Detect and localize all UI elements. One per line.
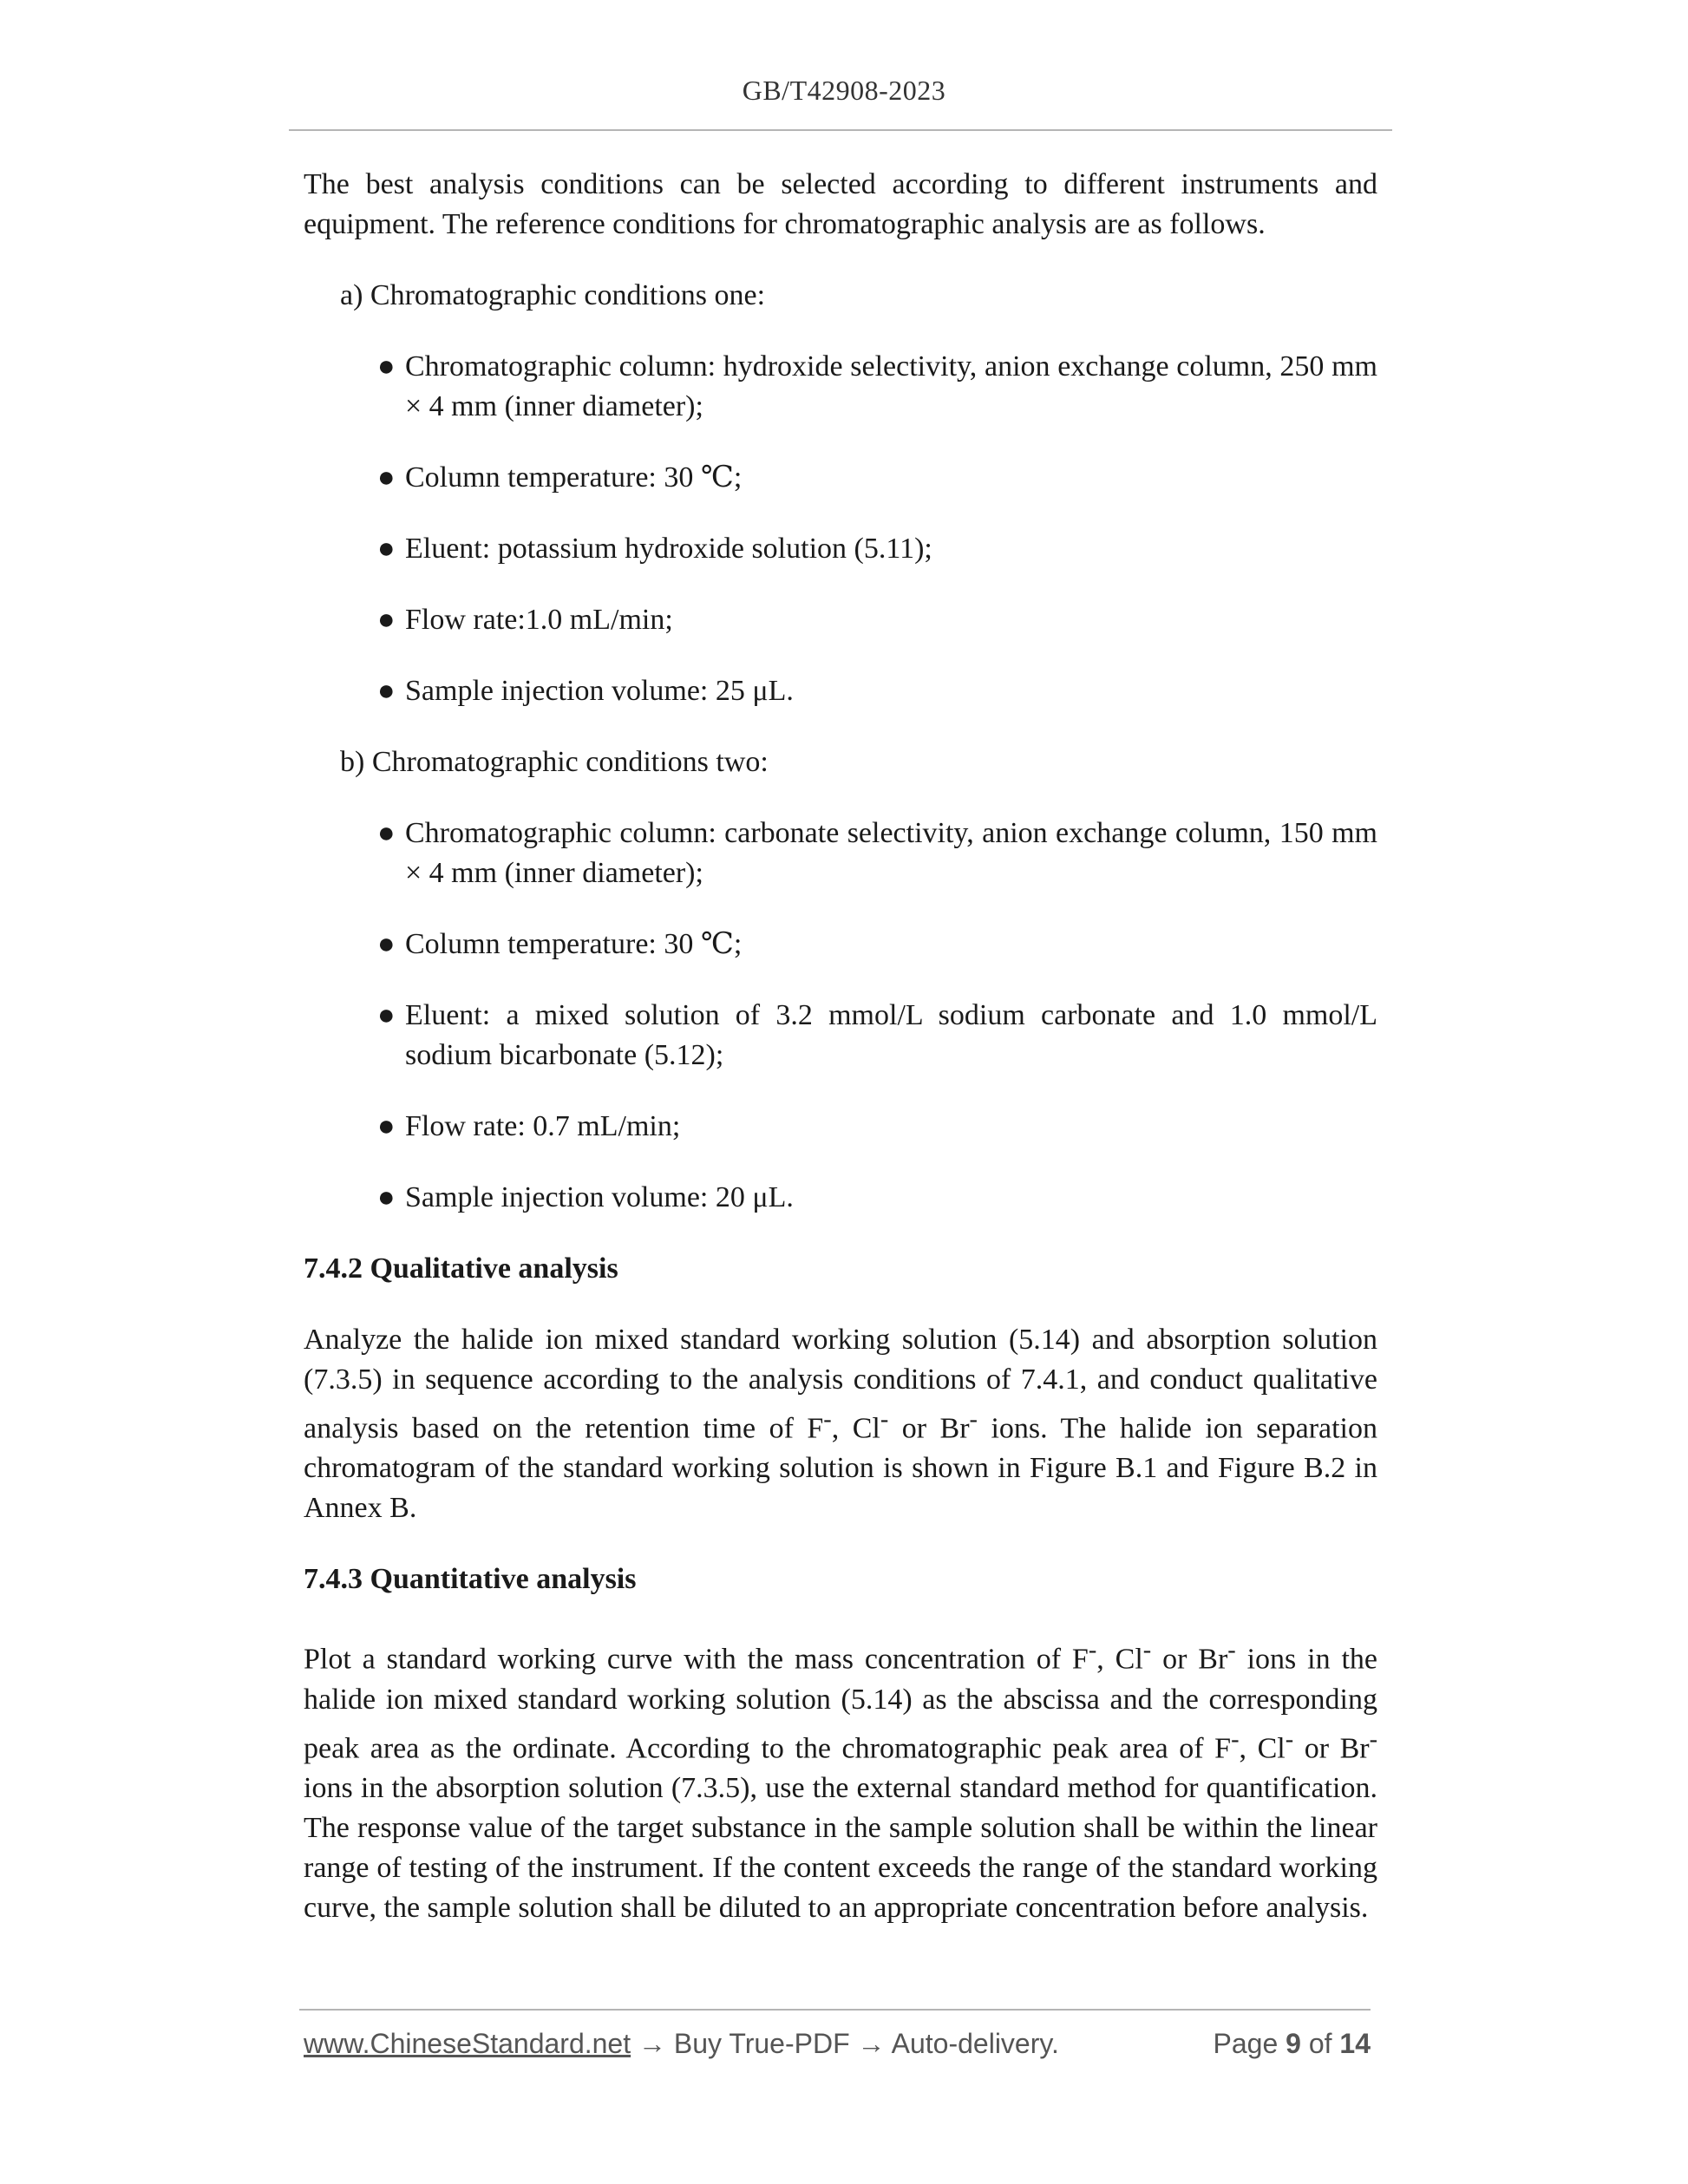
conditions-two-title: b) Chromatographic conditions two:	[340, 746, 769, 778]
list-item-text: Eluent: potassium hydroxide solution (5.11);	[405, 533, 932, 565]
bullet-icon: ●	[377, 461, 396, 494]
footer-promo-text: → Buy True-PDF → Auto-delivery.	[631, 2028, 1059, 2059]
list-item-text: Sample injection volume: 25 μL.	[405, 675, 794, 707]
bullet-icon: ●	[377, 1110, 396, 1142]
current-page-number: 9	[1286, 2028, 1301, 2059]
page-indicator: Page 9 of 14	[1213, 2028, 1371, 2059]
page-body	[304, 165, 1377, 1959]
list-item	[377, 996, 1377, 1076]
quantitative-paragraph: Plot a standard working curve with the mass concentration of F-, Cl- or Br- ions in the halide ion mixed standard working solution (5.14) as the abscissa and the corresponding peak area as the ordinate. According to the chromatographic peak area of F-, Cl- or Br- ions in the absorption solution (7.3.5), use the external standard method for quantification. The response value of the target substance in the sample solution shall be within the linear range of testing of the instrument. If the content exceeds the range of the standard working curve, the sample solution shall be diluted to an appropriate concentration before analysis.	[304, 1637, 1378, 1924]
list-item	[377, 458, 1377, 498]
footer-divider	[299, 2009, 1371, 2011]
list-item-text: Flow rate:1.0 mL/min;	[405, 604, 673, 636]
qualitative-paragraph: Analyze the halide ion mixed standard working solution (5.14) and absorption solution (7.3.5) in sequence according to the analysis conditions of 7.4.1, and conduct qualitative analysis based on the retention time of F-, Cl- or Br- ions. The halide ion separation chromatogram of the standard working solution is shown in Figure B.1 and Figure B.2 in Annex B.	[304, 1324, 1378, 1525]
bullet-icon: ●	[377, 675, 396, 707]
list-item	[377, 347, 1377, 427]
list-item	[377, 671, 1377, 711]
bullet-icon: ●	[377, 604, 396, 636]
list-item	[377, 925, 1377, 964]
bullet-icon: ●	[377, 817, 396, 849]
bullet-icon: ●	[377, 999, 396, 1031]
list-item-text: Flow rate: 0.7 mL/min;	[405, 1110, 681, 1142]
list-item-text: Column temperature: 30 ℃;	[405, 928, 743, 960]
document-id-header: GB/T42908-2023	[742, 75, 946, 106]
bullet-icon: ●	[377, 928, 396, 960]
bullet-icon: ●	[377, 533, 396, 565]
website-link[interactable]: www.ChineseStandard.net	[304, 2028, 631, 2059]
list-item	[377, 600, 1377, 640]
bullet-icon: ●	[377, 350, 396, 383]
list-item-text: Chromatographic column: carbonate selectivity, anion exchange column, 150 mm × 4 mm (inner diameter);	[405, 817, 1377, 889]
section-heading-qualitative: 7.4.2 Qualitative analysis	[304, 1252, 618, 1285]
total-page-count: 14	[1339, 2028, 1371, 2059]
intro-paragraph: The best analysis conditions can be selected according to different instruments and equipment. The reference conditions for chromatographic analysis are as follows.	[304, 168, 1377, 240]
list-item	[377, 1178, 1377, 1218]
list-item-text: Chromatographic column: hydroxide selectivity, anion exchange column, 250 mm × 4 mm (inner diameter);	[405, 350, 1377, 422]
list-item-text: Column temperature: 30 ℃;	[405, 461, 743, 494]
list-item	[377, 1107, 1377, 1147]
list-item-text: Eluent: a mixed solution of 3.2 mmol/L sodium carbonate and 1.0 mmol/L sodium bicarbonate (5.12);	[405, 999, 1377, 1071]
list-item-text: Sample injection volume: 20 μL.	[405, 1181, 794, 1213]
conditions-one-title: a) Chromatographic conditions one:	[340, 279, 766, 311]
header-divider	[289, 129, 1392, 131]
section-heading-quantitative: 7.4.3 Quantitative analysis	[304, 1563, 637, 1596]
list-item	[377, 529, 1377, 569]
bullet-icon: ●	[377, 1181, 396, 1213]
list-item	[377, 814, 1377, 893]
page-footer	[304, 2028, 1371, 2060]
